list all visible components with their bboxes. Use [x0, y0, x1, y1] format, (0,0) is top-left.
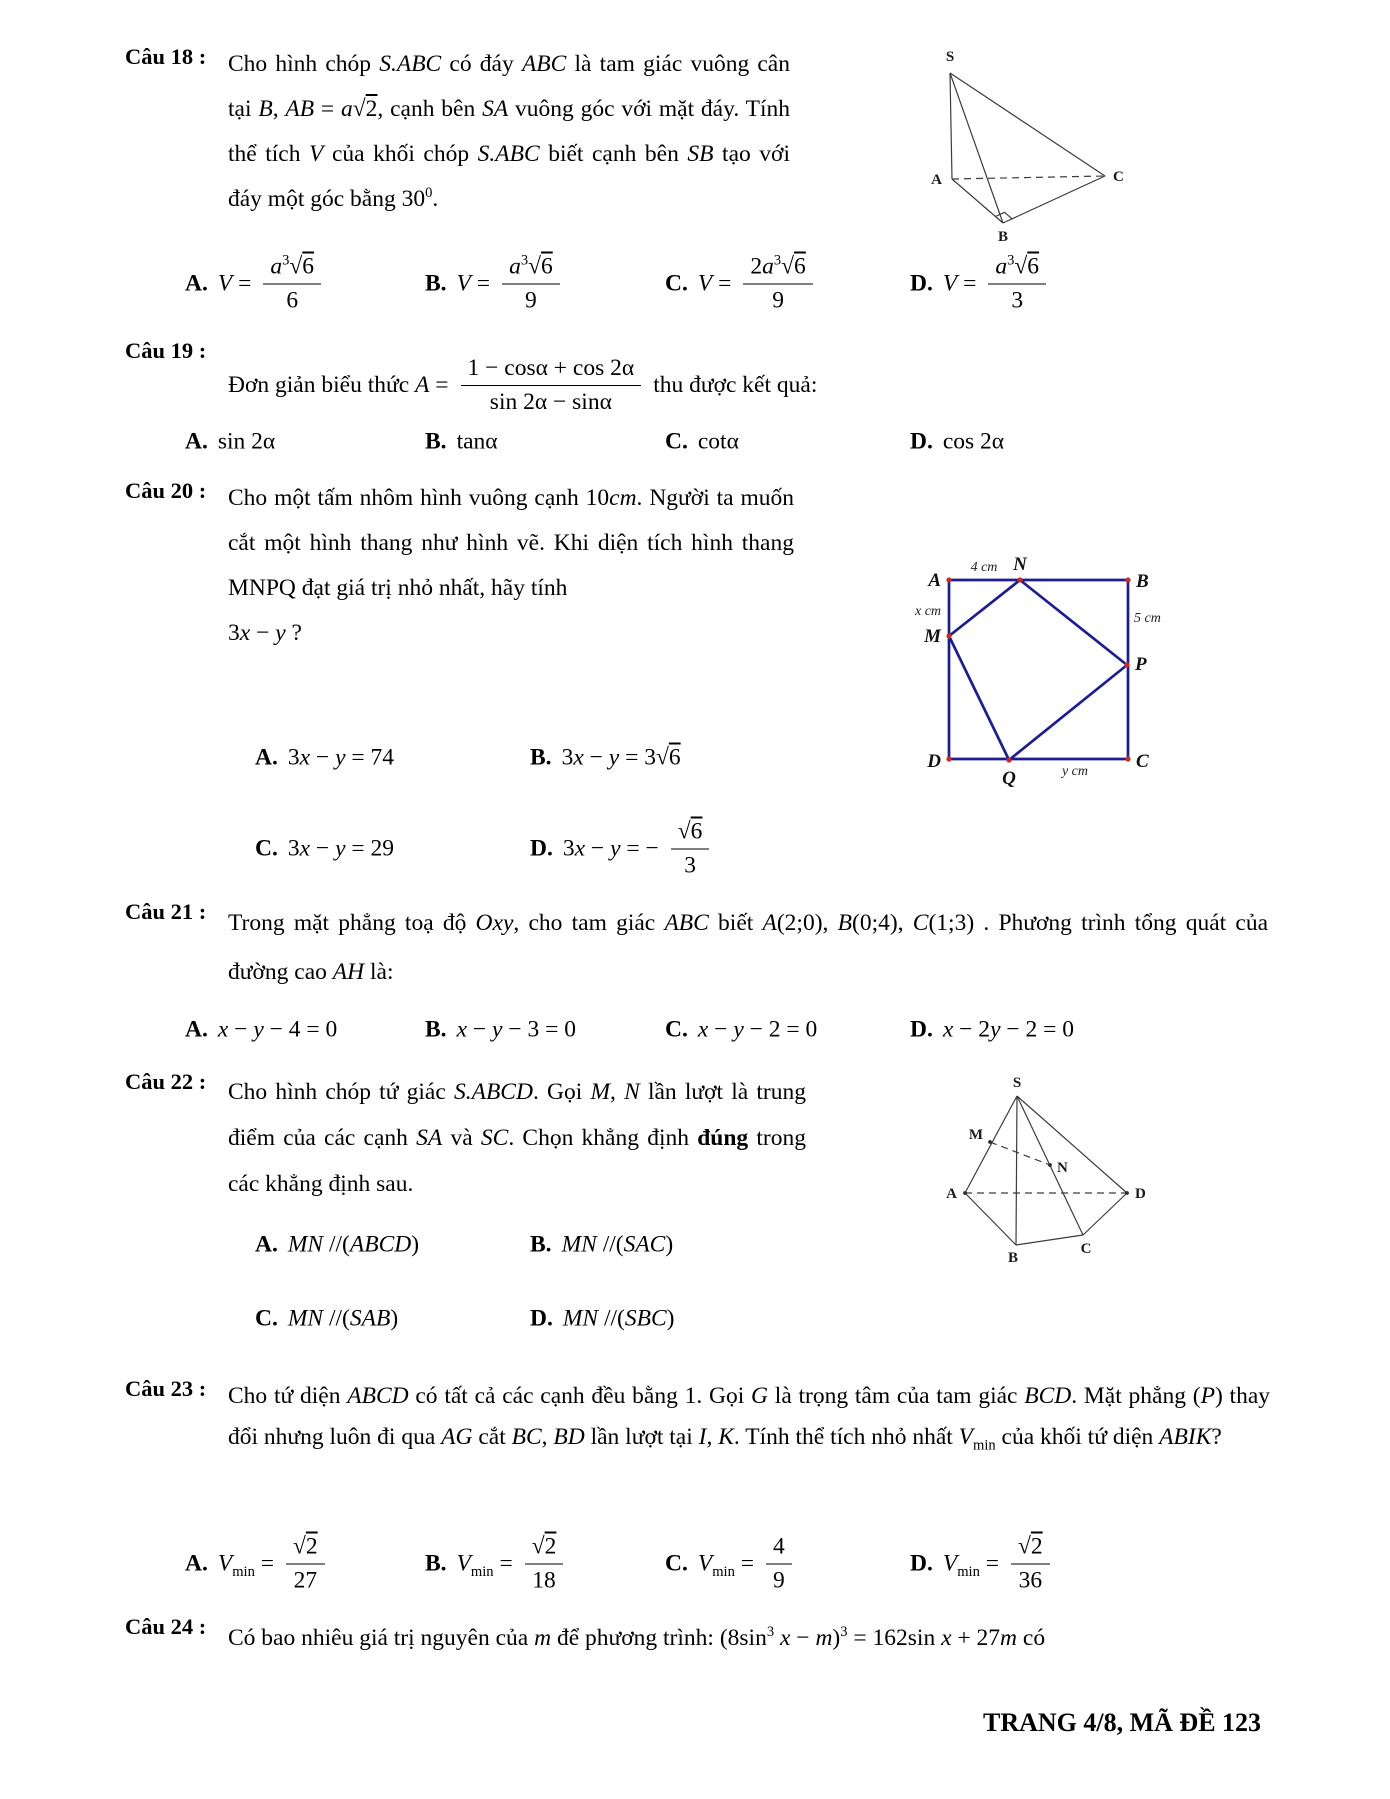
q19-option-d: D. cos 2α	[910, 428, 1005, 455]
q18-figure-label-a: A	[931, 172, 942, 188]
q20-figure-label-d: D	[927, 751, 941, 772]
q22-options-row2	[125, 1296, 1285, 1342]
q22-figure-label-s: S	[1012, 1075, 1022, 1091]
q24-label: Câu 24 :	[125, 1614, 207, 1639]
q19-options	[125, 424, 1285, 460]
q20-option-c: C. 3x − y = 29	[255, 835, 395, 862]
q20-figure-label-a: A	[928, 570, 941, 591]
q20-body: Cho một tấm nhôm hình vuông cạnh 10cm. Người ta muốn cắt một hình thang như hình vẽ. Khi diện tích hình thang MNPQ đạt giá trị nhỏ nhất, hãy tính 3x − y ?	[228, 476, 794, 656]
q18-figure-label-s: S	[945, 49, 955, 65]
q21-option-d: D. x − 2y − 2 = 0	[910, 1016, 1075, 1043]
q18-figure	[900, 45, 1135, 250]
q19-option-a: A. sin 2α	[185, 428, 276, 455]
q22-option-a: A. MN //(ABCD)	[255, 1231, 420, 1258]
q18-option-d: D. V = $\frac{a^3√6}{3}$	[910, 254, 1048, 315]
q22-option-b: B. MN //(SAC)	[530, 1231, 674, 1258]
q18-options	[125, 238, 1285, 330]
square-outline	[949, 580, 1128, 759]
q20-options-row2	[125, 808, 1285, 890]
q22-figure-label-c: C	[1080, 1241, 1092, 1257]
q24-body: Có bao nhiêu giá trị nguyên của m để phương trình: ($8\sin^3$ x − m)$^3$ = 162sin x + 27m có	[228, 1624, 1046, 1651]
q23-option-a: A. $V_{min}$ = $\frac{√2}{27}$	[185, 1534, 327, 1595]
q20-figure-label-p: P	[1135, 654, 1147, 675]
q18-figure-label-b: B	[997, 229, 1009, 245]
q21-option-c: C. x − y − 2 = 0	[665, 1016, 818, 1043]
q22-option-d: D. MN //(SBC)	[530, 1305, 675, 1332]
q19-option-c: C. cotα	[665, 428, 739, 455]
q21-option-b: B. x − y − 3 = 0	[425, 1016, 576, 1043]
q23-option-c: C. $V_{min}$ = $\frac{4}{9}$	[665, 1534, 794, 1595]
q20-figure-dim-top: 4 cm	[970, 560, 998, 575]
q19-label: Câu 19 :	[125, 338, 207, 363]
q20-figure-dim-bottom: y cm	[1061, 764, 1089, 779]
q21-option-a: A. x − y − 4 = 0	[185, 1016, 338, 1043]
q23-options	[125, 1520, 1285, 1608]
q22-option-c: C. MN //(SAB)	[255, 1305, 399, 1332]
q18-body: Cho hình chóp S.ABC có đáy ABC là tam giác vuông cân tại B, AB = a√2, cạnh bên SA vuông góc với mặt đáy. Tính thể tích V của khối chóp S.ABC biết cạnh bên SB tạo với đáy một góc bằng $30^0$.	[228, 51, 791, 212]
trapezoid-mnpq	[949, 580, 1127, 760]
q22-figure-label-a: A	[946, 1186, 957, 1202]
q23-body: Cho tứ diện ABCD có tất cả các cạnh đều bằng 1. Gọi G là trọng tâm của tam giác BCD. Mặt phẳng (P) thay đổi nhưng luôn đi qua AG cắt BC, BD lần lượt tại I, K. Tính thể tích nhỏ nhất $V_{min}$ của khối tứ diện ABIK?	[228, 1383, 1270, 1454]
q18-option-a: A. V = $\frac{a^3√6}{6}$	[185, 254, 323, 315]
q19-body: Đơn giản biểu thức A = $\frac{1 - \cos\alpha + \cos 2\alpha}{\sin 2\alpha - \sin\alpha}$ thu được kết quả:	[228, 354, 818, 415]
q21-label: Câu 21 :	[125, 899, 207, 924]
q20-figure-label-n: N	[1013, 554, 1027, 575]
q18-label: Câu 18 :	[125, 44, 207, 69]
q20-option-d: D. 3x − y = − $\frac{√6}{3}$	[530, 819, 711, 880]
page-footer: TRANG 4/8, MÃ ĐỀ 123	[983, 1708, 1262, 1737]
q22-figure-label-m: M	[968, 1127, 983, 1143]
q20-option-b: B. 3x − y = 3√6	[530, 744, 681, 771]
q20-body-line2: 3x − y ?	[228, 620, 302, 646]
q22-figure-label-d: D	[1135, 1186, 1146, 1202]
q21-options	[125, 1012, 1285, 1048]
q20-figure-dim-right: 5 cm	[1134, 611, 1161, 626]
q22-label: Câu 22 :	[125, 1069, 207, 1094]
q22-body: Cho hình chóp tứ giác S.ABCD. Gọi M, N lần lượt là trung điểm của các cạnh SA và SC. Chọn khẳng định đúng trong các khẳng định sau.	[228, 1079, 807, 1197]
q23-option-b: B. $V_{min}$ = $\frac{√2}{18}$	[425, 1534, 565, 1595]
q20-label: Câu 20 :	[125, 478, 207, 503]
q22-options-row1	[125, 1222, 1285, 1268]
q20-figure-label-m: M	[924, 626, 941, 647]
q23-option-d: D. $V_{min}$ = $\frac{√2}{36}$	[910, 1534, 1052, 1595]
q20-option-a: A. 3x − y = 74	[255, 744, 395, 771]
q20-figure-label-b: B	[1136, 571, 1149, 592]
q23-label: Câu 23 :	[125, 1376, 207, 1401]
q18-option-c: C. V = $\frac{2a^3√6}{9}$	[665, 254, 815, 315]
q20-figure-label-q: Q	[1002, 768, 1016, 789]
q19-option-b: B. tanα	[425, 428, 498, 455]
q20-figure-dim-left: x cm	[915, 604, 942, 619]
q21-body: Trong mặt phẳng toạ độ Oxy, cho tam giác ABC biết A(2;0), B(0;4), C(1;3) . Phương trình tổng quát của đường cao AH là:	[228, 910, 1269, 985]
q20-options-row1	[125, 738, 1285, 778]
q18-figure-label-c: C	[1113, 169, 1124, 185]
q20-figure-label-c: C	[1136, 751, 1149, 772]
q22-figure-label-n: N	[1057, 1160, 1068, 1176]
q18-option-b: B. V = $\frac{a^3√6}{9}$	[425, 254, 562, 315]
q22-figure-label-b: B	[1007, 1250, 1019, 1266]
